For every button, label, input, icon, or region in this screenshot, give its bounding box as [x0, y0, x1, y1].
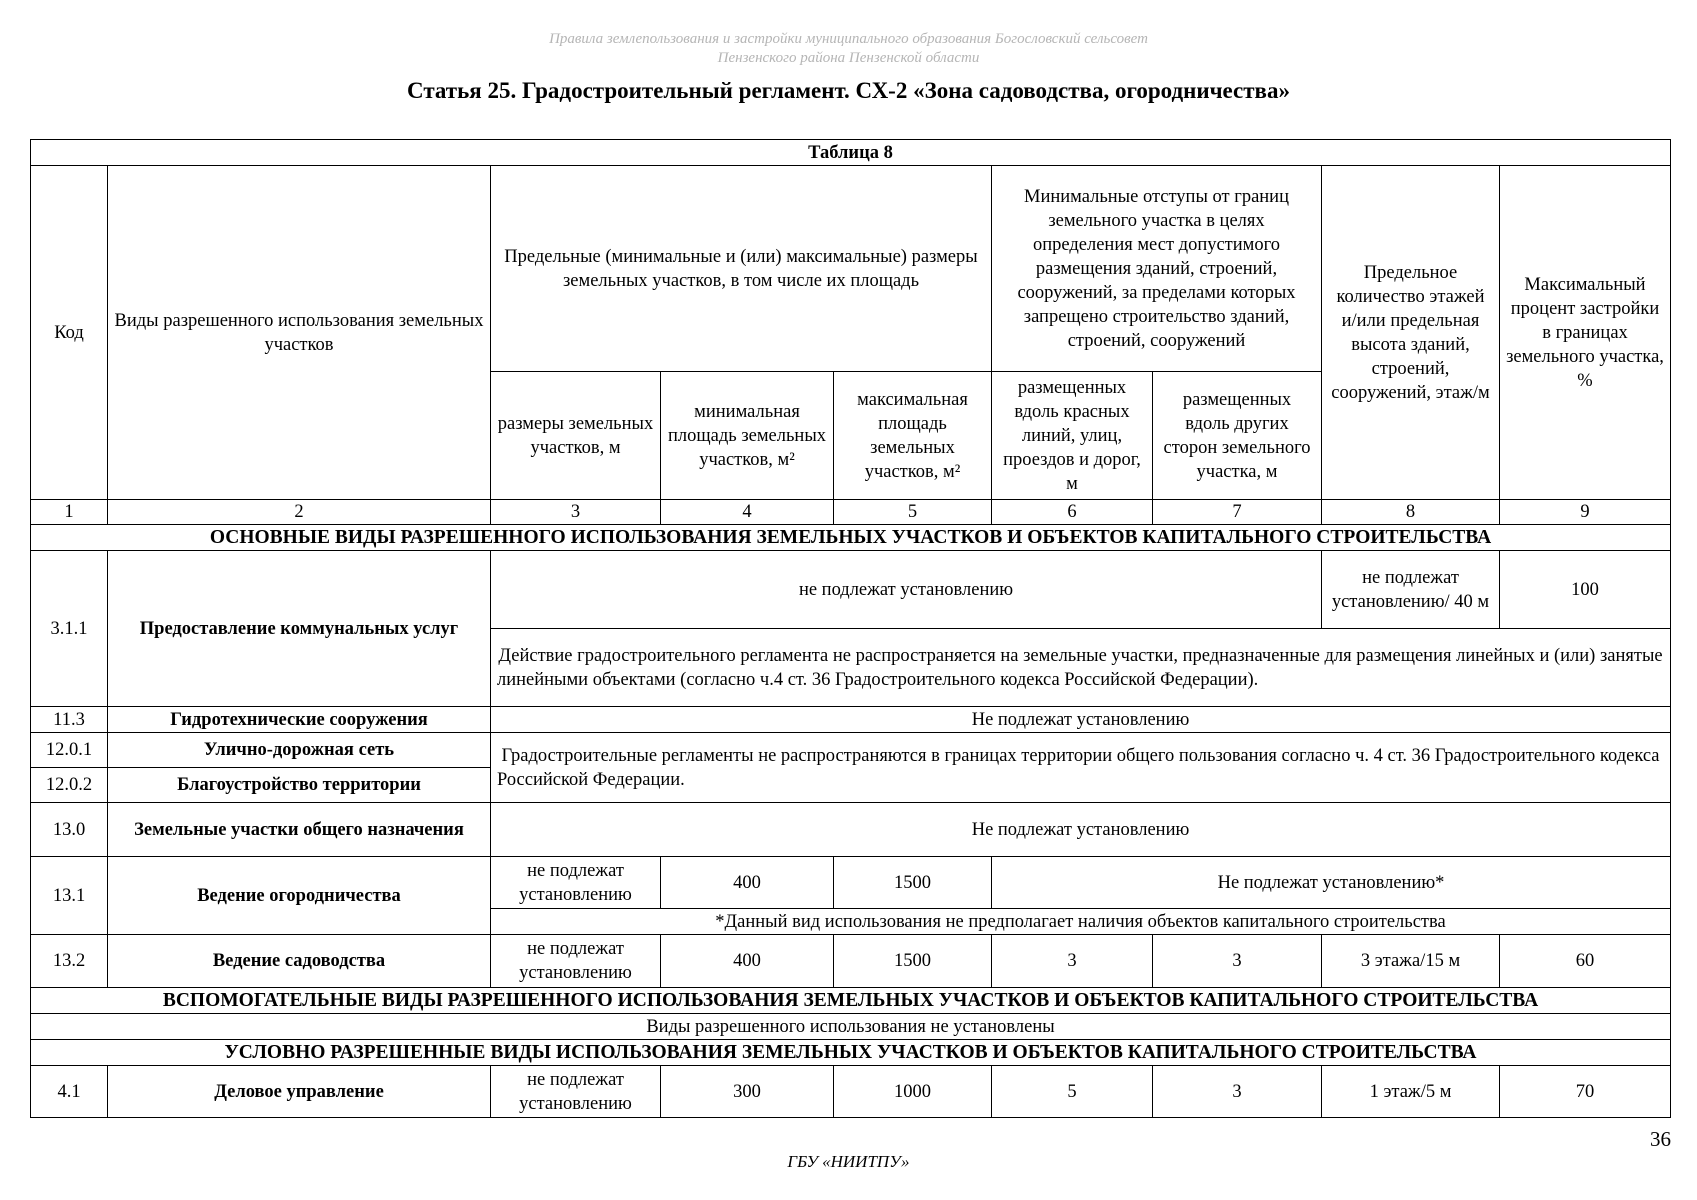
section-main-heading: ОСНОВНЫЕ ВИДЫ РАЗРЕШЕННОГО ИСПОЛЬЗОВАНИЯ ЗЕМЕЛЬНЫХ УЧАСТКОВ И ОБЪЕКТОВ КАПИТАЛЬНОГО СТРОИТЕЛЬСТВА — [31, 525, 1671, 551]
section-conditional-heading: УСЛОВНО РАЗРЕШЕННЫЕ ВИДЫ ИСПОЛЬЗОВАНИЯ ЗЕМЕЛЬНЫХ УЧАСТКОВ И ОБЪЕКТОВ КАПИТАЛЬНОГО СТРОИТЕЛЬСТВА — [31, 1040, 1671, 1066]
header-code: Код — [31, 166, 108, 500]
row-code: 12.0.1 — [31, 733, 108, 768]
row-min-area-value: 400 — [661, 857, 834, 909]
row-code: 13.2 — [31, 935, 108, 988]
row-name: Предоставление коммунальных услуг — [108, 551, 491, 707]
table-row — [31, 857, 1671, 909]
table-row — [31, 733, 1671, 768]
regulation-table — [30, 139, 1671, 1118]
header-setbacks-group: Минимальные отступы от границ земельного участка в целях определения мест допустимого размещения зданий, строений, сооружений, за пределами которых запрещено строительство зданий, строений, сооружений — [992, 166, 1322, 372]
table-row — [31, 551, 1671, 629]
row-rest-value: Не подлежат установлению* — [992, 857, 1671, 909]
footer-organization: ГБУ «НИИТПУ» — [787, 1152, 910, 1171]
column-number: 4 — [661, 500, 834, 525]
row-sizes-value: не подлежат установлению — [491, 857, 661, 909]
header-min-area: минимальная площадь земельных участков, м² — [661, 372, 834, 500]
row-other-sides-value: 3 — [1153, 935, 1322, 988]
row-code: 4.1 — [31, 1066, 108, 1118]
column-number: 5 — [834, 500, 992, 525]
row-code: 11.3 — [31, 707, 108, 733]
header-red-lines: размещенных вдоль красных линий, улиц, проездов и дорог, м — [992, 372, 1153, 500]
header-coverage: Максимальный процент застройки в границах земельного участка, % — [1500, 166, 1671, 500]
row-floors-value: 3 этажа/15 м — [1322, 935, 1500, 988]
row-name: Ведение садоводства — [108, 935, 491, 988]
column-numbers-row — [31, 500, 1671, 525]
column-number: 1 — [31, 500, 108, 525]
header-max-area: максимальная площадь земельных участков, м² — [834, 372, 992, 500]
row-name: Улично-дорожная сеть — [108, 733, 491, 768]
column-number: 7 — [1153, 500, 1322, 525]
row-note: *Данный вид использования не предполагает наличия объектов капитального строительства — [491, 909, 1671, 935]
row-code: 12.0.2 — [31, 768, 108, 803]
row-coverage-value: 70 — [1500, 1066, 1671, 1118]
article-title: Статья 25. Градостроительный регламент. СХ-2 «Зона садоводства, огородничества» — [407, 78, 1290, 103]
row-value: Не подлежат установлению — [491, 803, 1671, 857]
row-floors-value: 1 этаж/5 м — [1322, 1066, 1500, 1118]
row-code: 3.1.1 — [31, 551, 108, 707]
column-number: 9 — [1500, 500, 1671, 525]
column-number: 6 — [992, 500, 1153, 525]
row-coverage-value: 60 — [1500, 935, 1671, 988]
section-aux-heading: ВСПОМОГАТЕЛЬНЫЕ ВИДЫ РАЗРЕШЕННОГО ИСПОЛЬЗОВАНИЯ ЗЕМЕЛЬНЫХ УЧАСТКОВ И ОБЪЕКТОВ КАПИТАЛЬНОГО СТРОИТЕЛЬСТВА — [31, 988, 1671, 1014]
column-number: 3 — [491, 500, 661, 525]
row-dims-value: не подлежат установлению — [491, 551, 1322, 629]
column-number: 8 — [1322, 500, 1500, 525]
header-floors: Предельное количество этажей и/или предельная высота зданий, строений, сооружений, этаж/м — [1322, 166, 1500, 500]
running-header — [0, 30, 1697, 68]
table-row — [31, 707, 1671, 733]
row-max-area-value: 1500 — [834, 935, 992, 988]
row-sizes-value: не подлежат установлению — [491, 1066, 661, 1118]
row-name: Деловое управление — [108, 1066, 491, 1118]
row-min-area-value: 300 — [661, 1066, 834, 1118]
row-max-area-value: 1500 — [834, 857, 992, 909]
header-sizes: размеры земельных участков, м — [491, 372, 661, 500]
row-name: Земельные участки общего назначения — [108, 803, 491, 857]
row-value: Не подлежат установлению — [491, 707, 1671, 733]
row-coverage-value: 100 — [1500, 551, 1671, 629]
row-other-sides-value: 3 — [1153, 1066, 1322, 1118]
header-sizes-group: Предельные (минимальные и (или) максимальные) размеры земельных участков, в том числе их площадь — [491, 166, 992, 372]
row-name: Ведение огородничества — [108, 857, 491, 935]
row-name: Гидротехнические сооружения — [108, 707, 491, 733]
row-note: Действие градостроительного регламента не распространяется на земельные участки, предназначенные для размещения линейных и (или) занятые линейными объектами (согласно ч.4 ст. 36 Градостроительного кодекса Российской Федерации). — [491, 629, 1671, 707]
row-red-lines-value: 3 — [992, 935, 1153, 988]
table-row — [31, 935, 1671, 988]
row-code: 13.1 — [31, 857, 108, 935]
header-use-types: Виды разрешенного использования земельных участков — [108, 166, 491, 500]
page-number: 36 — [1650, 1127, 1671, 1151]
column-number: 2 — [108, 500, 491, 525]
table-row — [31, 803, 1671, 857]
running-header-line-1: Правила землепользования и застройки муниципального образования Богословский сельсовет — [549, 31, 1148, 47]
row-floors-value: не подлежат установлению/ 40 м — [1322, 551, 1500, 629]
row-name: Благоустройство территории — [108, 768, 491, 803]
row-max-area-value: 1000 — [834, 1066, 992, 1118]
row-min-area-value: 400 — [661, 935, 834, 988]
table-row — [31, 1066, 1671, 1118]
aux-note: Виды разрешенного использования не установлены — [31, 1014, 1671, 1040]
running-header-line-2: Пензенского района Пензенской области — [717, 50, 980, 66]
row-sizes-value: не подлежат установлению — [491, 935, 661, 988]
row-code: 13.0 — [31, 803, 108, 857]
table-label: Таблица 8 — [31, 140, 1671, 166]
row-red-lines-value: 5 — [992, 1066, 1153, 1118]
header-other-sides: размещенных вдоль других сторон земельного участка, м — [1153, 372, 1322, 500]
row-note: Градостроительные регламенты не распространяются в границах территории общего пользования согласно ч. 4 ст. 36 Градостроительного кодекса Российской Федерации. — [491, 733, 1671, 803]
